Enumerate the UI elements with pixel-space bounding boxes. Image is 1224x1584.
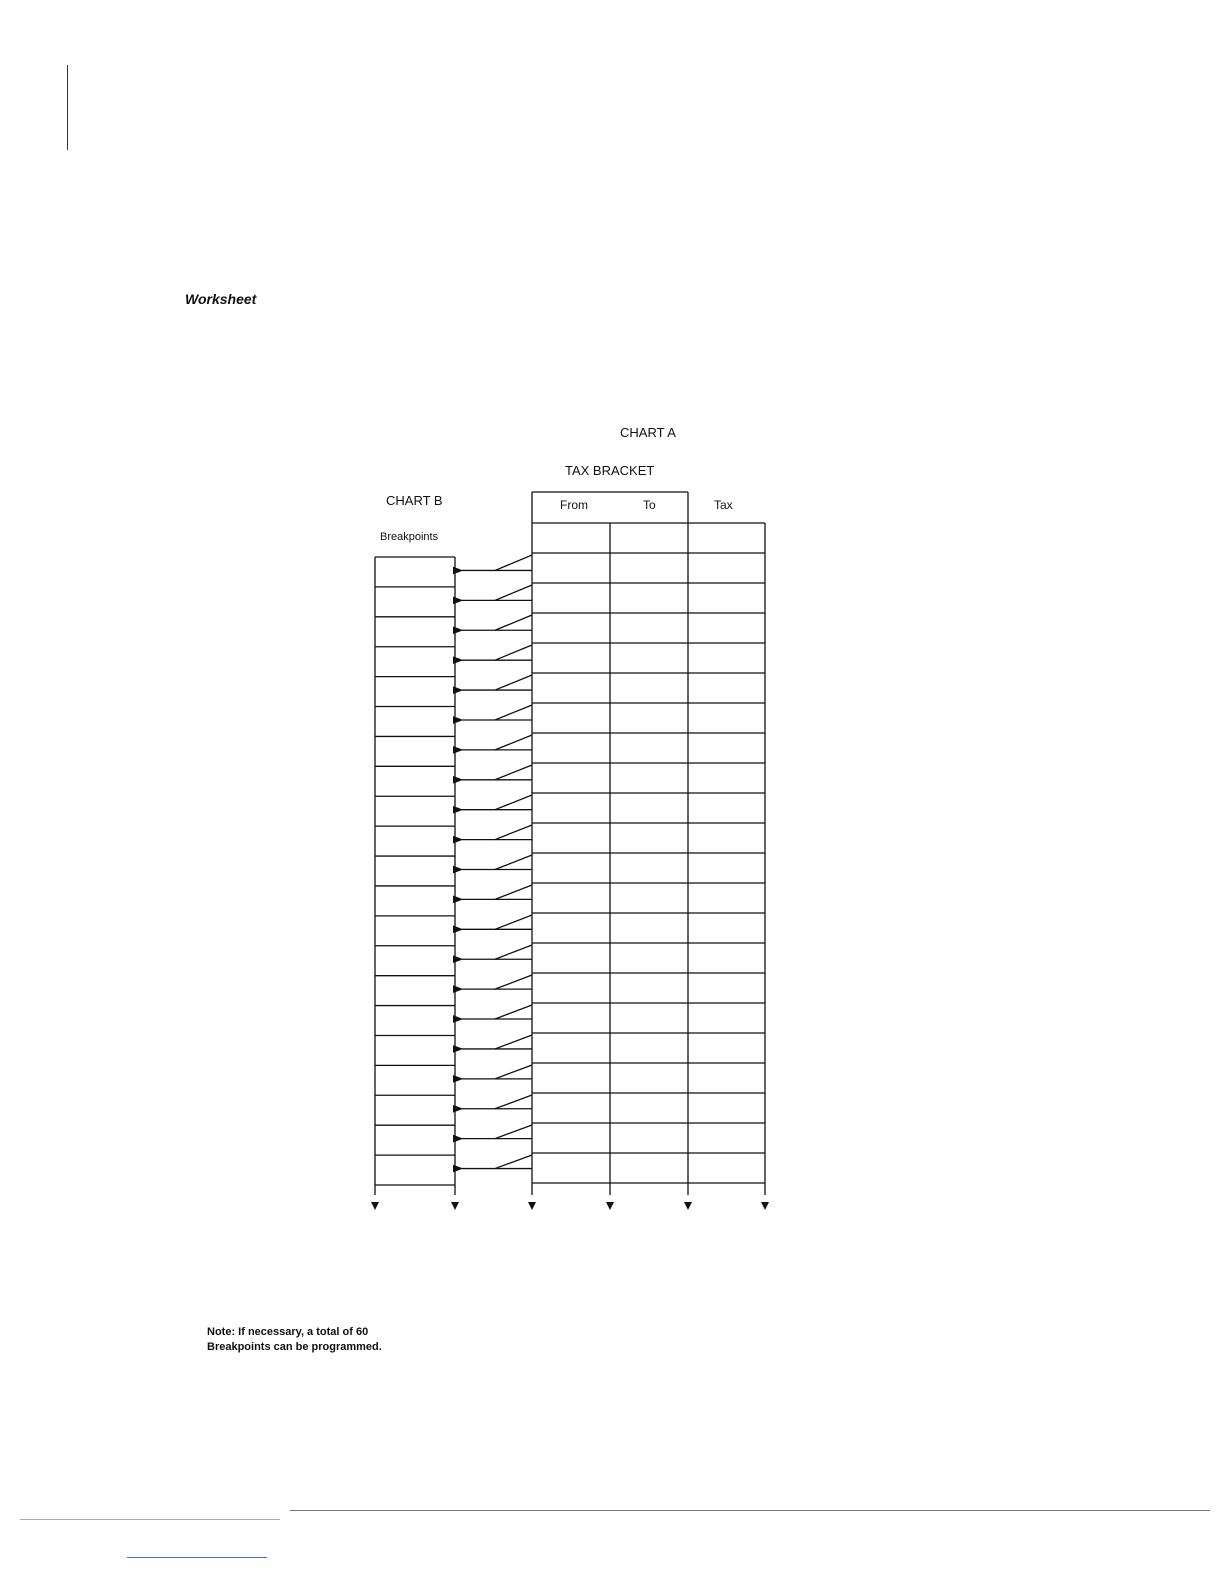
breakpoint-connector-diagonal — [495, 1125, 532, 1139]
down-arrow-icon — [451, 1202, 459, 1210]
breakpoint-connector-diagonal — [495, 1155, 532, 1169]
breakpoint-connector-diagonal — [495, 645, 532, 660]
breakpoint-connector-diagonal — [495, 825, 532, 840]
breakpoint-connector-diagonal — [495, 1035, 532, 1049]
down-arrow-icon — [528, 1202, 536, 1210]
breakpoint-connector-diagonal — [495, 1095, 532, 1109]
column-header-from: From — [560, 498, 588, 512]
note-line-1: Note: If necessary, a total of 60 — [207, 1326, 369, 1338]
down-arrow-icon — [371, 1202, 379, 1210]
breakpoint-connector-diagonal — [495, 705, 532, 720]
bottom-rule-left — [20, 1519, 280, 1520]
column-header-to: To — [643, 498, 656, 512]
breakpoint-connector-diagonal — [495, 675, 532, 690]
note-line-2: Breakpoints can be programmed. — [207, 1341, 382, 1353]
bottom-rule — [290, 1510, 1210, 1511]
breakpoints-title: Breakpoints — [380, 531, 439, 543]
breakpoint-connector-diagonal — [495, 945, 532, 959]
breakpoint-connector-diagonal — [495, 555, 532, 570]
breakpoint-connector-diagonal — [495, 975, 532, 989]
tax-bracket-title: TAX BRACKET — [565, 463, 655, 478]
breakpoint-connector-diagonal — [495, 885, 532, 899]
column-header-tax: Tax — [714, 498, 733, 512]
breakpoint-connector-diagonal — [495, 735, 532, 750]
chart-b-title: CHART B — [386, 493, 443, 508]
breakpoint-connector-diagonal — [495, 795, 532, 810]
breakpoint-connector-diagonal — [495, 1005, 532, 1019]
down-arrow-icon — [761, 1202, 769, 1210]
breakpoint-connector-diagonal — [495, 585, 532, 600]
breakpoint-connector-diagonal — [495, 765, 532, 780]
footer-link-line — [127, 1557, 267, 1558]
breakpoint-connector-diagonal — [495, 615, 532, 630]
breakpoint-connector-diagonal — [495, 855, 532, 870]
note — [207, 1325, 382, 1355]
down-arrow-icon — [606, 1202, 614, 1210]
down-arrow-icon — [684, 1202, 692, 1210]
breakpoint-connector-diagonal — [495, 1065, 532, 1079]
breakpoint-connector-diagonal — [495, 915, 532, 929]
worksheet-label: Worksheet — [185, 291, 257, 307]
chart-a-title: CHART A — [620, 425, 676, 440]
